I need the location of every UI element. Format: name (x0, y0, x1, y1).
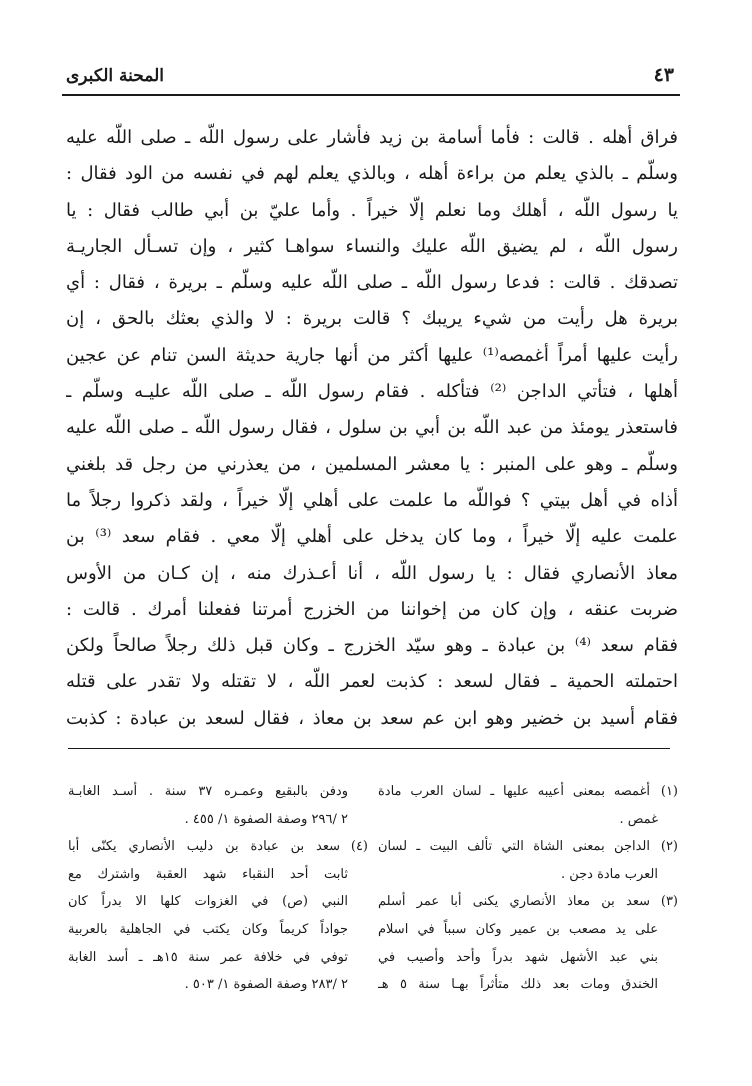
text-line: أهلها ، فتأتي الداجن ⁽²⁾ فتأكله . فقام رسول اللّه ـ صلى اللّه عليـه وسلّم ـ (66, 381, 678, 403)
text-line: فراق أهله . قالت : فأما أسامة بن زيد فأشار على رسول اللّه ـ صلى اللّه عليه (66, 127, 678, 148)
running-title: المحنة الكبرى (66, 66, 164, 86)
footnote-1-line: غمص . (619, 811, 658, 827)
text-line: وسلّم ـ بالذي يعلم من براءة أهله ، وبالذي يعلم لهم في نفسه من الود فقال : (66, 163, 678, 185)
footnote-3-line: على يد مصعب بن عمير وكان سبباً في اسلام (378, 921, 658, 937)
main-text (66, 120, 678, 737)
footnotes-right-column (378, 778, 678, 999)
footnote-3-line: بني عبد الأشهل شهد بدراً وأحد وأصيب في (378, 949, 658, 965)
text-line: معاذ الأنصاري فقال : يا رسول اللّه ، أنا أعـذرك منه ، إن كـان من الأوس (66, 562, 678, 584)
footnote-4-line: (٤)سعد بن عبادة بن دليب الأنصاري يكنّى أبا (68, 833, 368, 861)
footnote-divider (68, 748, 670, 749)
footnote-4-line: النبي (ص) في الغزوات كلها الا بدراً كان (68, 894, 348, 910)
text-line: علمت عليه إلّا خيراً ، وما كان يدخل على أهلي إلّا معي . فقام سعد ⁽³⁾ بن (66, 526, 678, 548)
footnote-3-number: (٣) (660, 894, 678, 910)
text-line: بريرة هل رأيت من شيء يريبك ؟ قالت بريرة : لا والذي بعثك بالحق ، إن (66, 308, 678, 330)
text-line: يا رسول اللّه ، أهلك وما نعلم إلّا خيراً . وأما عليّ بن أبي طالب فقال : يا (66, 199, 678, 221)
footnote-2-number: (٢) (660, 839, 678, 855)
footnote-4-line: ثابت أحد النقباء شهد العقبة واشترك مع (68, 866, 348, 882)
text-line: فاستعذر يومئذ من عبد اللّه بن أبي بن سلول ، فقال رسول اللّه ـ صلى اللّه عليه (66, 417, 678, 439)
header-divider (62, 94, 680, 96)
footnote-2-line: العرب مادة دجن . (560, 866, 658, 882)
text-line: رسول اللّه ، لم يضيق اللّه عليك والنساء سواهـا كثير ، وإن تسـأل الجاريـة (66, 235, 678, 257)
footnote-3-continuation: ودفن بالبقيع وعمـره ٣٧ سنة . أسـد الغابـة (68, 784, 348, 799)
footnote-2-line: (٢)الداجن بمعنى الشاة التي تألف البيت ـ لسان (378, 833, 678, 861)
footnote-4-line: ٢ /٢٨٣ وصفة الصفوة ١/ ٥٠٣ . (184, 977, 348, 993)
footnote-3-line: (٣)سعد بن معاذ الأنصاري يكنى أبا عمر أسلم (378, 888, 678, 916)
text-line: احتملته الحمية ـ فقال لسعد : كذبت لعمر اللّه ، لا تقتله ولا تقدر على قتله (66, 671, 678, 693)
footnote-3-continuation: ٢ /٢٩٦ وصفة الصفوة ١/ ٤٥٥ . (184, 811, 348, 827)
footnote-3-line: الخندق ومات بعد ذلك متأثراً بهـا سنة ٥ هـ (378, 977, 659, 993)
footnotes-left-column (68, 778, 368, 999)
footnote-1-number: (١) (660, 784, 678, 799)
footnote-4-line: توفي في خلافة عمر سنة ١٥هـ ـ أسد الغابة (68, 949, 348, 965)
page-header (60, 62, 680, 90)
footnote-1-line: (١)أغمصه بمعنى أعيبه عليها ـ لسان العرب مادة (378, 778, 678, 806)
text-line: أذاه في أهل بيتي ؟ فواللّه ما علمت على أهلي إلّا خيراً ، ولقد ذكروا رجلاً ما (66, 489, 678, 511)
text-line: وسلّم ـ وهو على المنبر : يا معشر المسلمين ، من يعذرني من رجل قد بلغني (66, 453, 678, 475)
footnote-4-number: (٤) (350, 839, 368, 855)
page-number: ٤٣ (653, 64, 674, 86)
footnote-4-line: جواداً كريماً وكان يكتب في الجاهلية بالعربية (68, 921, 348, 937)
text-line: فقام أسيد بن خضير وهو ابن عم سعد بن معاذ ، فقال لسعد بن عبادة : كذبت (66, 707, 678, 729)
text-line: ضربت عنقه ، وإن كان من إخواننا من الخزرج أمرتنا ففعلنا أمرك . قالت : (66, 598, 678, 620)
text-line: فقام سعد ⁽⁴⁾ بن عبادة ـ وهو سيّد الخزرج ـ وكان قبل ذلك رجلاً صالحاً ولكن (66, 635, 678, 657)
text-line: تصدقك . قالت : فدعا رسول اللّه ـ صلى اللّه عليه وسلّم ـ بريرة ، فقال : أي (66, 272, 678, 294)
text-line: رأيت عليها أمراً أغمصه⁽¹⁾ عليها أكثر من أنها جارية حديثة السن تنام عن عجين (66, 344, 678, 366)
